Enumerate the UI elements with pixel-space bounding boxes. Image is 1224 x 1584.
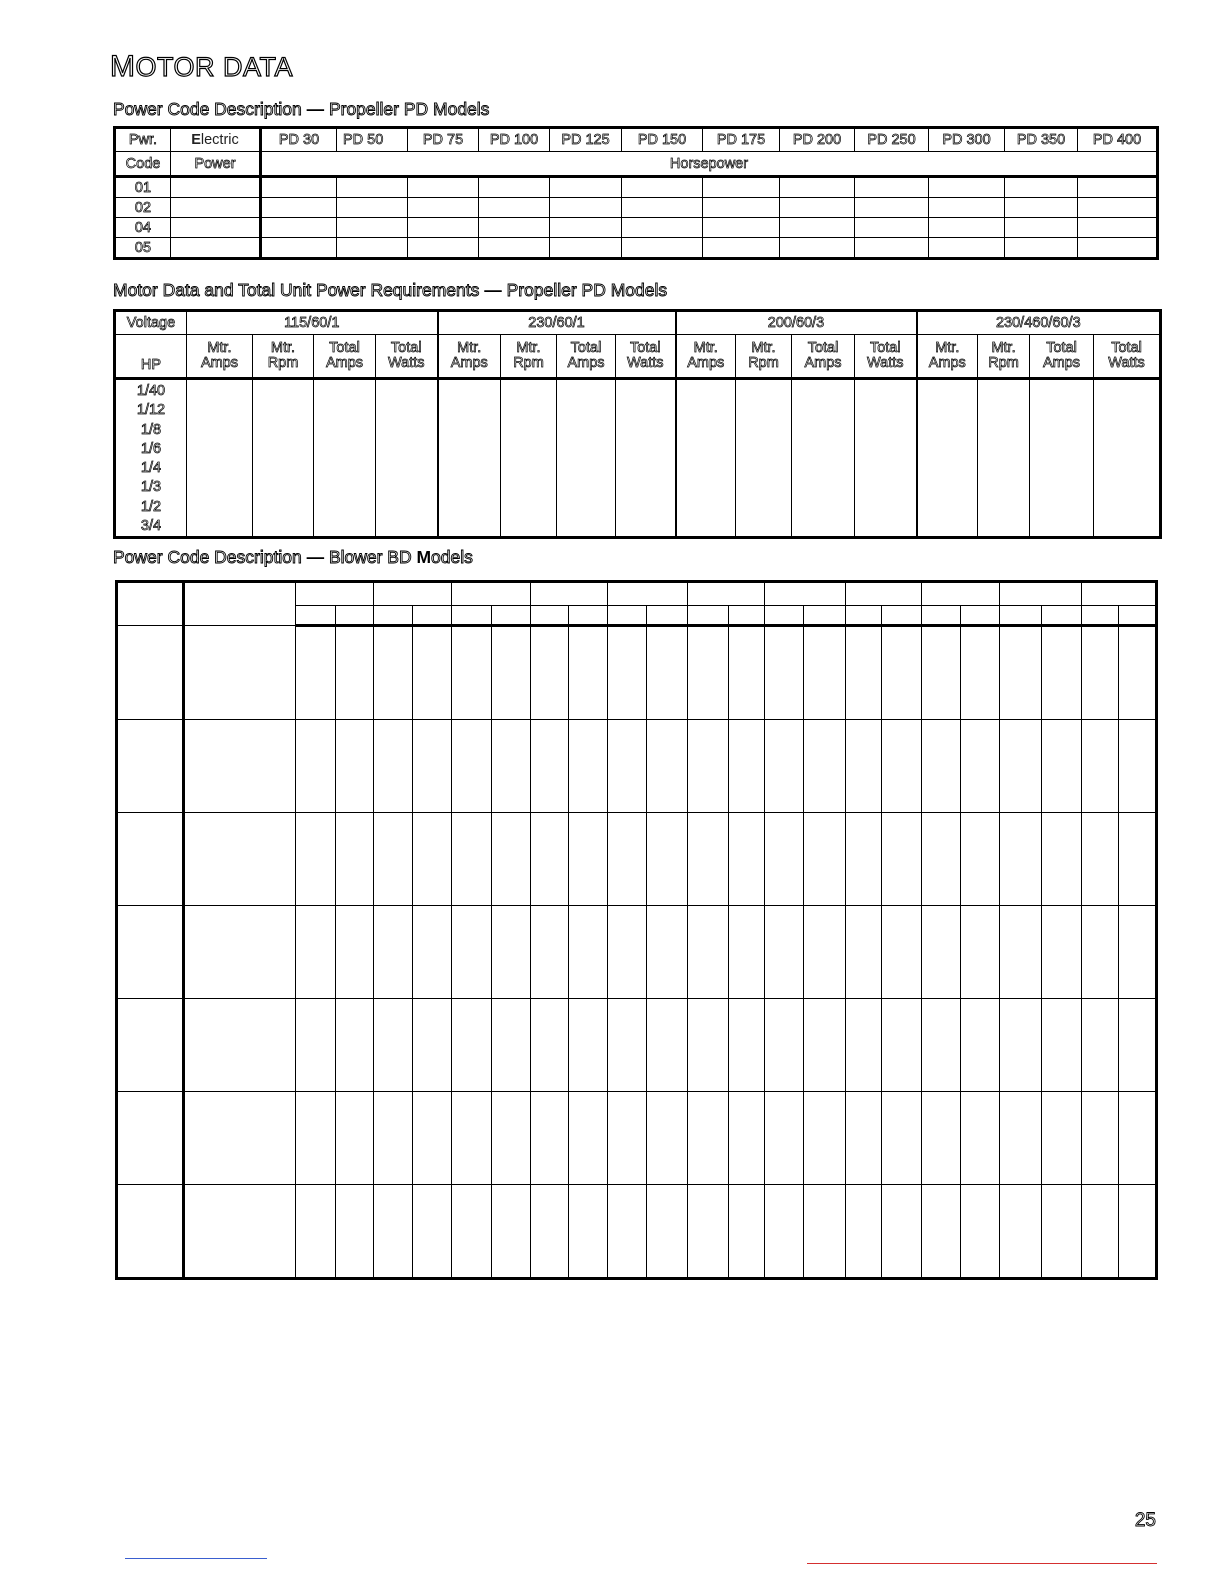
power-header: Power (171, 152, 261, 177)
power-code-table-propeller (113, 126, 1159, 260)
code-header: Code (115, 152, 171, 177)
hp-value: 1/8 (140, 421, 162, 438)
power-code-table-blower (115, 580, 1158, 1280)
sub-header-total-watts: Total Watts (376, 335, 438, 379)
footer-rule-red (807, 1563, 1157, 1564)
sub-header-mtr-rpm: Mtr. Rpm (501, 335, 557, 379)
section1-caption: Power Code Description — Propeller PD Models (113, 99, 490, 119)
model-header: PD 250 (855, 128, 929, 152)
sub-header-total-amps: Total Amps (314, 335, 376, 379)
table-row (115, 198, 1158, 218)
sub-header-mtr-amps: Mtr. Amps (438, 335, 501, 379)
sub-header-mtr-rpm: Mtr. Rpm (736, 335, 792, 379)
sub-header-mtr-amps: Mtr. Amps (917, 335, 978, 379)
horsepower-header: Horsepower (261, 152, 1158, 177)
power-code: 04 (115, 218, 171, 238)
hp-value: 1/2 (140, 498, 162, 515)
model-header: PD 350 (1005, 128, 1078, 152)
power-code: 05 (115, 238, 171, 259)
sub-header-mtr-amps: Mtr. Amps (676, 335, 736, 379)
table-row (117, 720, 1157, 813)
motor-data-table-propeller (113, 309, 1162, 539)
model-header: PD 150 (622, 128, 703, 152)
sub-header-total-amps: Total Amps (1030, 335, 1094, 379)
footer-rule-blue (125, 1558, 267, 1559)
model-header: PD 200 (780, 128, 855, 152)
page-title: MOTOR DATA (110, 50, 294, 83)
voltage-group: 200/60/3 (676, 311, 917, 335)
sub-header-total-watts: Total Watts (855, 335, 917, 379)
sub-header-mtr-rpm: Mtr. Rpm (253, 335, 314, 379)
voltage-group: 115/60/1 (187, 311, 438, 335)
hp-value: 1/6 (140, 440, 162, 457)
electric-header: Electric (171, 128, 261, 152)
power-code: 01 (115, 177, 171, 198)
model-header: PD 30 (261, 128, 337, 152)
model-header: PD 400 (1078, 128, 1158, 152)
hp-value: 1/12 (136, 402, 166, 419)
hp-value: 1/3 (140, 479, 162, 496)
table-row (117, 813, 1157, 906)
hp-values (115, 379, 187, 538)
table-row (117, 906, 1157, 999)
hp-value: 1/4 (140, 460, 162, 477)
sub-header-mtr-amps: Mtr. Amps (187, 335, 253, 379)
section2-caption: Motor Data and Total Unit Power Requirements — Propeller PD Models (113, 280, 668, 300)
table-row (117, 626, 1157, 720)
table-row (117, 1185, 1157, 1279)
model-header: PD 125 (550, 128, 622, 152)
model-header: PD 300 (929, 128, 1005, 152)
model-header: PD 75 (408, 128, 479, 152)
table-row (115, 177, 1158, 198)
hp-label: HP (115, 335, 187, 379)
table-row (117, 1092, 1157, 1185)
voltage-group: 230/460/60/3 (917, 311, 1161, 335)
section3-caption: Power Code Description — Blower BD Models (113, 547, 473, 567)
model-header: PD 100 (479, 128, 550, 152)
sub-header-total-amps: Total Amps (557, 335, 616, 379)
pwr-header: Pwr. (115, 128, 171, 152)
page-number: 25 (1134, 1510, 1156, 1531)
sub-header-total-watts: Total Watts (616, 335, 676, 379)
sub-header-mtr-rpm: Mtr. Rpm (978, 335, 1030, 379)
voltage-label: Voltage (115, 311, 187, 335)
model-header: PD 50 (337, 128, 408, 152)
voltage-group: 230/60/1 (438, 311, 676, 335)
power-code: 02 (115, 198, 171, 218)
sub-header-total-amps: Total Amps (792, 335, 855, 379)
table-row (115, 218, 1158, 238)
table-row (115, 238, 1158, 259)
table-row (117, 999, 1157, 1092)
sub-header-total-watts: Total Watts (1094, 335, 1161, 379)
model-header: PD 175 (703, 128, 780, 152)
hp-value: 1/40 (136, 383, 166, 399)
hp-value: 3/4 (140, 518, 162, 535)
